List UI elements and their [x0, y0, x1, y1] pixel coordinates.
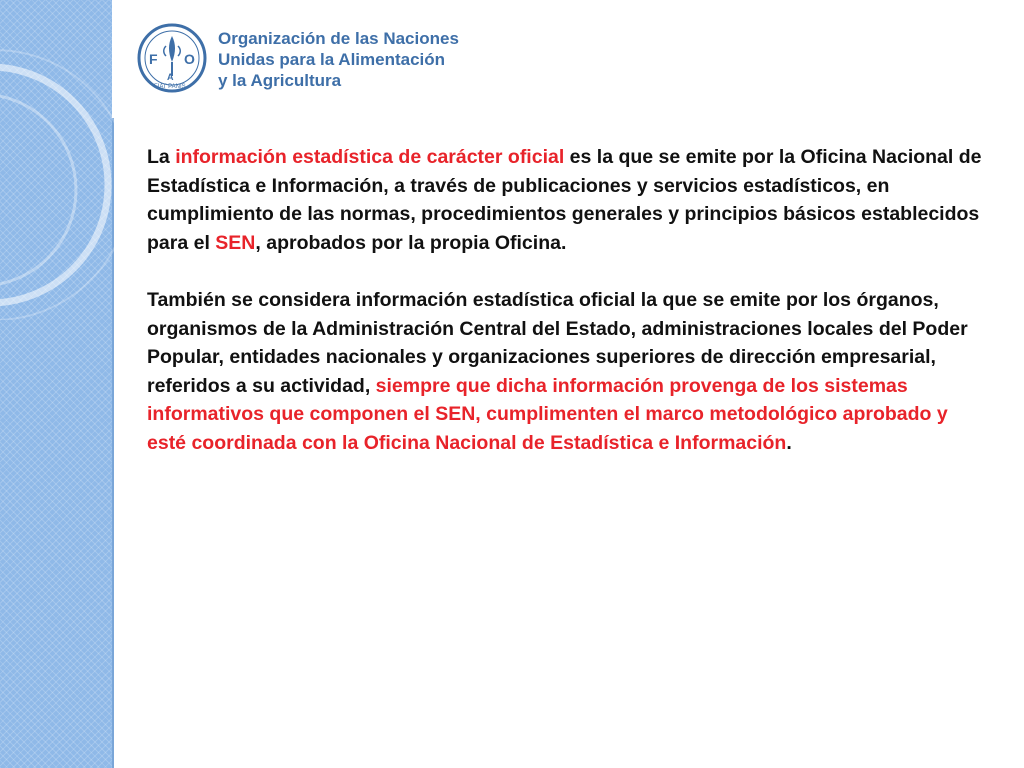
paragraph1-highlight-term: información estadística de carácter oficial: [175, 146, 565, 168]
fao-logo: [112, 0, 472, 118]
decorative-side-band: [0, 0, 114, 768]
fao-emblem-icon: [136, 22, 208, 94]
paragraph2-text-2: .: [786, 431, 792, 454]
organization-name-line-1: Organización de las Naciones: [218, 29, 459, 48]
paragraph1-highlight-sen: SEN: [215, 231, 256, 254]
paragraph2-text-1: También se considera información estadística oficial la que se emite por los órganos, organismos de la Administración Central del Estado, administraciones locales del Poder Popular, entidades nacionales y organizaciones superiores de dirección empresarial, referidos a su actividad,: [147, 288, 968, 397]
paragraph2-highlight-condition: siempre que dicha información provenga de los sistemas informativos que componen el SEN, cumplimenten el marco metodológico aprobado y esté coordinada con la Oficina Nacional de Estadística e Información: [147, 374, 948, 454]
paragraph-official-information: [147, 143, 987, 257]
organization-name-line-3: y la Agricultura: [218, 71, 342, 90]
paragraph1-text-2: es la que se emite por la Oficina Nacional de Estadística e Información, a través de publicaciones y servicios estadísticos, en cumplimiento de las normas, procedimientos generales y principios básicos establecidos para el: [147, 146, 982, 254]
logo-letter-a: A: [167, 72, 174, 82]
logo-letter-f: F: [149, 51, 158, 67]
slide-body: [147, 143, 987, 458]
paragraph1-text-3: , aprobados por la propia Oficina.: [255, 231, 567, 254]
paragraph-also-official: [147, 286, 987, 458]
organization-name-line-2: Unidas para la Alimentación: [218, 50, 446, 69]
logo-letter-o: O: [184, 51, 195, 67]
logo-motto: FIAT PANIS: [154, 84, 186, 90]
organization-name: [218, 28, 459, 91]
paragraph1-text-1: La: [147, 146, 176, 168]
